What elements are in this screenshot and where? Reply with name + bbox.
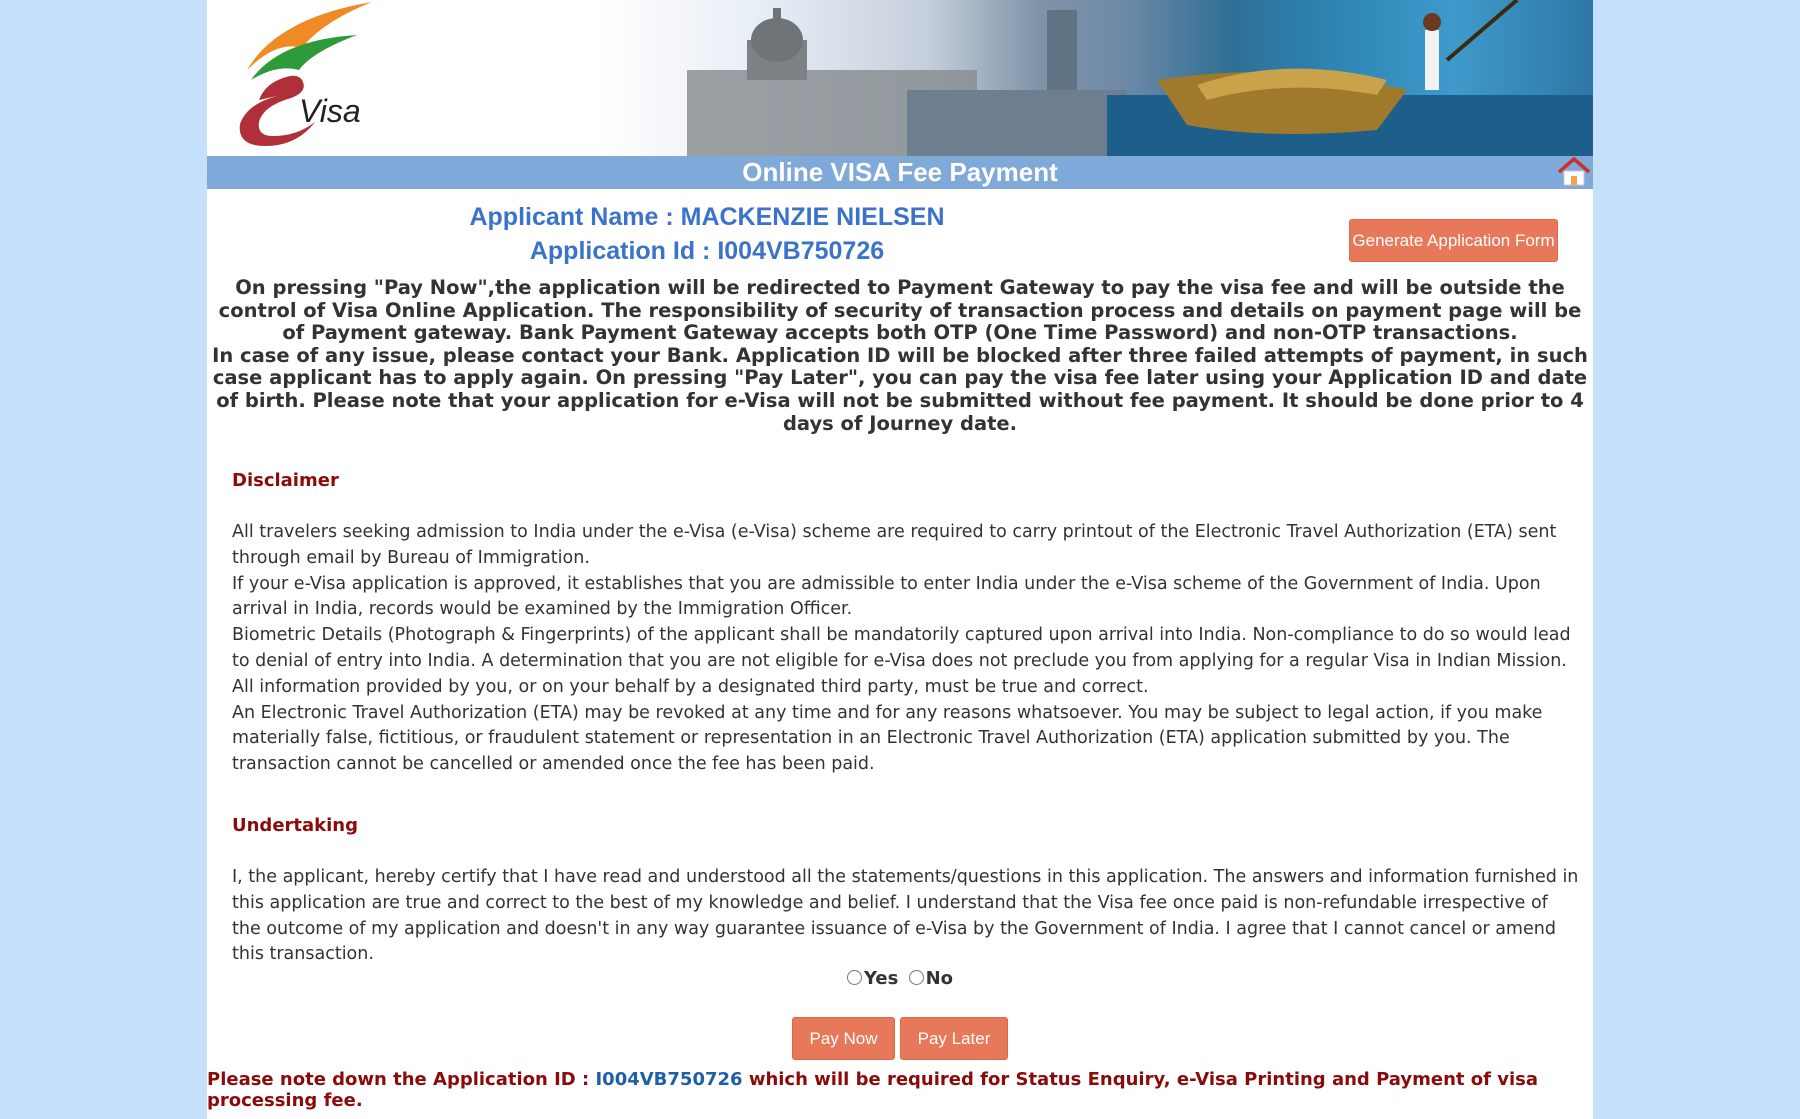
no-label: No xyxy=(925,968,954,989)
applicant-info xyxy=(207,200,1207,268)
disclaimer-title: Disclaimer xyxy=(232,470,339,491)
application-id-note xyxy=(207,1069,1593,1111)
parliament-building-image xyxy=(687,8,1127,156)
application-id: Application Id : I004VB750726 xyxy=(529,237,885,265)
disclaimer-paragraph: If your e-Visa application is approved, it establishes that you are admissible to enter India under the e-Visa scheme of the Government of India. Upon arrival in India, records would be examined by the Immigration Officer. xyxy=(232,573,1541,620)
header-banner xyxy=(207,0,1593,156)
yes-radio[interactable] xyxy=(847,970,862,985)
undertaking-paragraph: I, the applicant, hereby certify that I have read and understood all the statements/questions in this application. The answers and information furnished in this application are true and correct to the best of my knowledge and belief. I understand that the Visa fee once paid is non-refundable irrespective of the outcome of my application and doesn't in any way guarantee issuance of e-Visa by the Government of India. I agree that I cannot cancel or amend this transaction. xyxy=(232,867,1579,965)
notice-paragraph: In case of any issue, please contact your Bank. Application ID will be blocked after three failed attempts of payment, in such case applicant has to apply again. On pressing "Pay Later", you can pay the visa fee later using your Application ID and date of birth. Please note that your application for e-Visa will not be submitted without fee payment. It should be done prior to 4 days of Journey date. xyxy=(212,343,1588,435)
applicant-name: Applicant Name : MACKENZIE NIELSEN xyxy=(469,203,945,231)
generate-application-form-button[interactable]: Generate Application Form xyxy=(1349,219,1558,262)
pay-later-button[interactable]: Pay Later xyxy=(900,1017,1008,1060)
disclaimer-text xyxy=(232,520,1582,778)
title-bar xyxy=(207,156,1593,189)
disclaimer-paragraph: Biometric Details (Photograph & Fingerprints) of the applicant shall be mandatorily captured upon arrival into India. Non-compliance to do so would lead to denial of entry into India. A determination that you are not eligible for e-Visa does not preclude you from applying for a regular Visa in Indian Mission. xyxy=(232,625,1571,671)
note-suffix: which will be required for Status Enquiry, e-Visa Printing and Payment of visa processing fee. xyxy=(207,1069,1538,1111)
logo-text: Visa xyxy=(299,93,361,129)
notice-paragraph: On pressing "Pay Now",the application will be redirected to Payment Gateway to pay the visa fee and will be outside the control of Visa Online Application. The responsibility of security of transaction process and details on payment page will be of Payment gateway. Bank Payment Gateway accepts both OTP (One Time Password) and non-OTP transactions. xyxy=(218,276,1582,345)
undertaking-title: Undertaking xyxy=(232,815,358,836)
page-container xyxy=(207,0,1593,1119)
banner-artwork xyxy=(207,0,1593,156)
undertaking-text xyxy=(232,865,1582,968)
no-option[interactable] xyxy=(909,968,953,989)
disclaimer-paragraph: All information provided by you, or on your behalf by a designated third party, must be true and correct. xyxy=(232,676,1149,697)
page-title: Online VISA Fee Payment xyxy=(742,157,1058,187)
yes-option[interactable] xyxy=(847,968,905,989)
yes-label: Yes xyxy=(863,968,899,989)
no-radio[interactable] xyxy=(909,970,924,985)
payment-notice xyxy=(209,277,1591,435)
disclaimer-paragraph: All travelers seeking admission to India under the e-Visa (e-Visa) scheme are required to carry printout of the Electronic Travel Authorization (ETA) sent through email by Bureau of Immigration. xyxy=(232,522,1557,568)
boat-image xyxy=(1107,0,1593,156)
pay-now-button[interactable]: Pay Now xyxy=(792,1017,895,1060)
note-application-id: I004VB750726 xyxy=(595,1069,743,1090)
disclaimer-paragraph: An Electronic Travel Authorization (ETA) may be revoked at any time and for any reasons whatsoever. You may be subject to legal action, if you make materially false, fictitious, or fraudulent statement or representation in an Electronic Travel Authorization (ETA) application submitted by you. The transaction cannot be cancelled or amended once the fee has been paid. xyxy=(232,702,1543,775)
note-prefix: Please note down the Application ID : xyxy=(207,1069,596,1090)
evisa-logo xyxy=(240,2,372,146)
home-icon[interactable] xyxy=(1557,157,1591,187)
undertaking-consent xyxy=(207,968,1593,989)
